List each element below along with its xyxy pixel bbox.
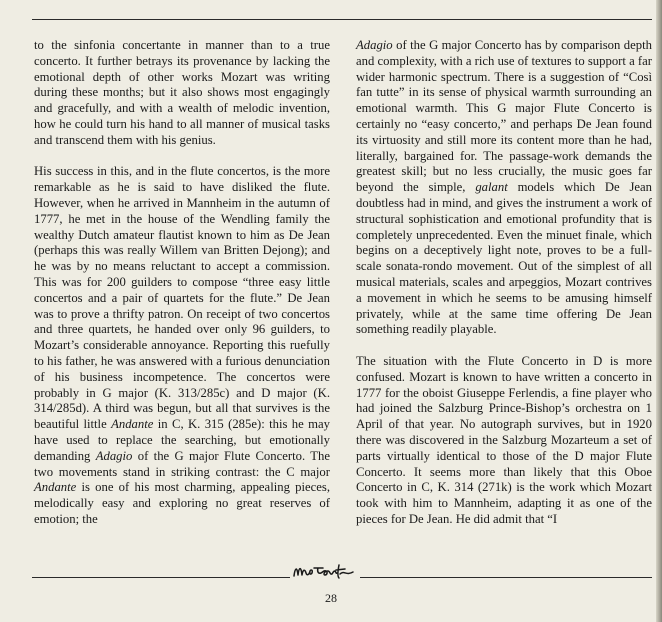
page-edge-shadow (656, 0, 662, 622)
right-column (356, 38, 652, 528)
top-rule (32, 19, 652, 20)
mozart-signature-logo (290, 560, 360, 582)
left-column (34, 38, 330, 528)
page-number: 28 (325, 591, 337, 605)
left-paragraph-2: His success in this, and in the flute concertos, is the more remarkable as he is said to have disliked the flute. However, when he arrived in Mannheim in the autumn of 1777, he met in the house of the Wendling family the wealthy Dutch amateur flautist known to him as De Jean (perhaps this was really Willem van Britten Dejong); and he was by no means reluctant to accept a commission. This was for 200 guilders to compose “three easy little concertos and a pair of quartets for the flute.” De Jean was to prove a thrifty patron. On receipt of two concertos and three quartets, he handed over only 96 guilders, to Mozart’s considerable annoyance. Reporting this ruefully to his father, he was answered with a furious denunciation of his business incompetence. The concertos were probably in G major (K. 313/285c) and D major (K. 314/285d). A third was begun, but all that survives is the beautiful little Andante in C, K. 315 (285e): this he may have used to replace the searching, but emotionally demanding Adagio of the G major Flute Concerto. The two movements stand in striking contrast: the C major Andante is one of his most charming, appealing pieces, melodically easy and exploring no great reserves of emotion; the (34, 164, 330, 526)
right-paragraph-1: Adagio of the G major Concerto has by comparison depth and complexity, with a rich use of textures to support a far wider harmonic spectrum. There is a suggestion of “Così fan tutte” in its sense of physical warmth surrounding an emotional warmth. This G major Flute Concerto is certainly no “easy concerto,” and perhaps De Jean found its virtuosity and still more its content more than he had, literally, bargained for. The passage-work demands the greatest skill; but no less crucially, the music goes far beyond the simple, galant models which De Jean doubtless had in mind, and gives the instrument a work of structural sophistication and emotional profundity that is completely unprecedented. Even the minuet finale, which begins on a deceptively light note, proves to be a full-scale sonata-rondo movement. Out of the simplest of all musical materials, scales and arpeggios, Mozart contrives a movement in which he seems to be amusing himself privately, while at the same time offering De Jean something readily playable. (356, 38, 653, 337)
left-paragraph-1: to the sinfonia concertante in manner than to a true concerto. It further betrays its provenance by lacking the emotional depth of other works Mozart was writing during these months; but it also shows most engagingly and gracefully, and with a wealth of melodic invention, how he could turn his hand to all manner of musical tasks and transcend them with his genius. (34, 38, 330, 147)
right-paragraph-2: The situation with the Flute Concerto in D is more confused. Mozart is known to have written a concerto in 1777 for the oboist Giuseppe Ferlendis, a fine player who had joined the Salzburg Prince-Bishop’s orchestra on 1 April of that year. No autograph survives, but in 1920 there was discovered in the Salzburg Mozarteum a set of parts virtually identical to those of the D major Flute Concerto. It seems more than likely that this Oboe Concerto in C, K. 314 (271k) is the work which Mozart took with him to Mannheim, adapting it as one of the pieces for De Jean. He did admit that “I (356, 353, 652, 526)
